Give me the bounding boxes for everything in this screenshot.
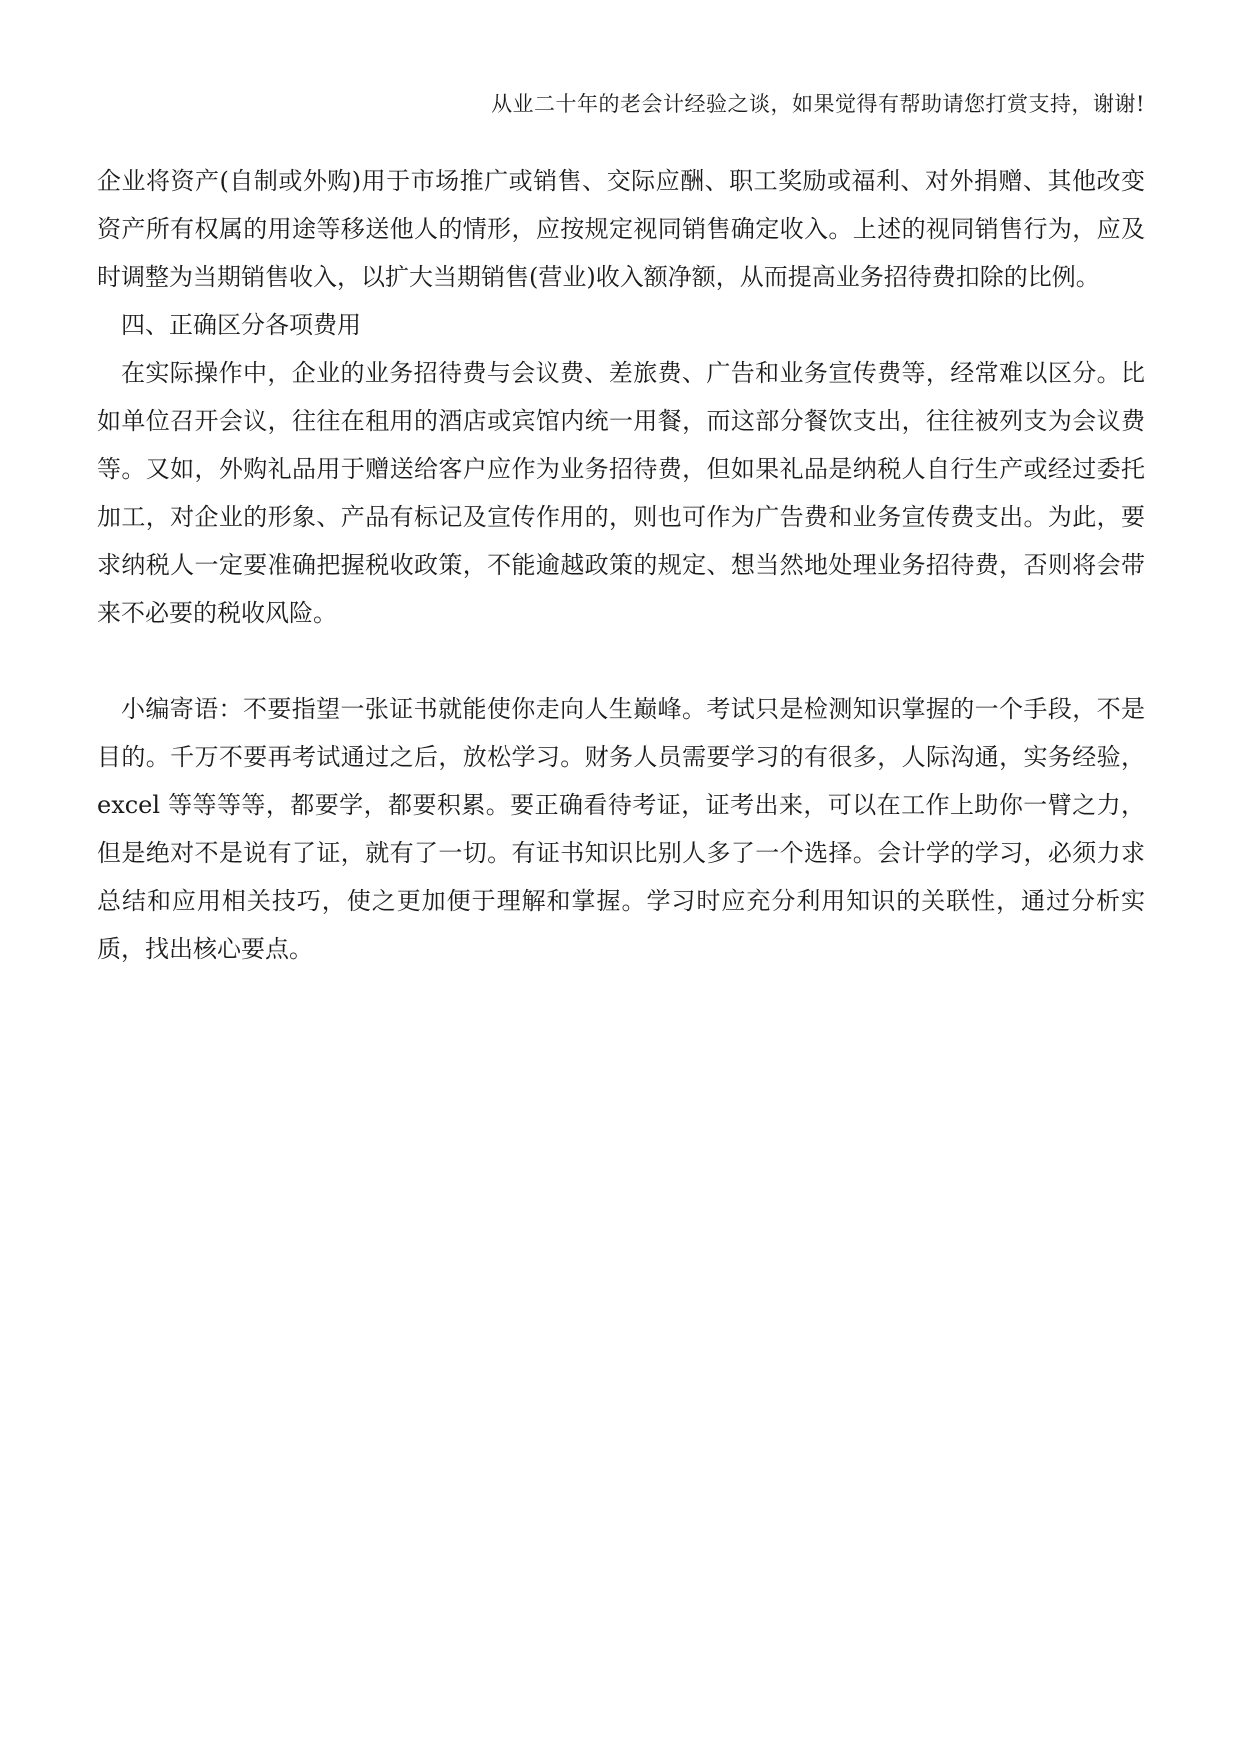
page-header-note: 从业二十年的老会计经验之谈，如果觉得有帮助请您打赏支持，谢谢! [491, 92, 1145, 116]
paragraph-expense-distinction: 在实际操作中，企业的业务招待费与会议费、差旅费、广告和业务宣传费等，经常难以区分。比如单位召开会议，往往在租用的酒店或宾馆内统一用餐，而这部分餐饮支出，往往被列支为会议费等。又如，外购礼品用于赠送给客户应作为业务招待费，但如果礼品是纳税人自行生产或经过委托加工，对企业的形象、产品有标记及宣传作用的，则也可作为广告费和业务宣传费支出。为此，要求纳税人一定要准确把握税收政策，不能逾越政策的规定、想当然地处理业务招待费，否则将会带来不必要的税收风险。 [97, 359, 1145, 627]
section-heading: 四、正确区分各项费用 [121, 311, 361, 339]
paragraph-editor-note: 小编寄语：不要指望一张证书就能使你走向人生巅峰。考试只是检测知识掌握的一个手段，不是目的。千万不要再考试通过之后，放松学习。财务人员需要学习的有很多，人际沟通，实务经验，excel 等等等等，都要学，都要积累。要正确看待考证，证考出来，可以在工作上助你一臂之力，但是绝对不是说有了证，就有了一切。有证书知识比别人多了一个选择。会计学的学习，必须力求总结和应用相关技巧，使之更加便于理解和掌握。学习时应充分利用知识的关联性，通过分析实质，找出核心要点。 [97, 695, 1145, 963]
paragraph-spacer [97, 637, 1145, 685]
paragraph-deemed-sales: 企业将资产(自制或外购)用于市场推广或销售、交际应酬、职工奖励或福利、对外捐赠、其他改变资产所有权属的用途等移送他人的情形，应按规定视同销售确定收入。上述的视同销售行为，应及时调整为当期销售收入，以扩大当期销售(营业)收入额净额，从而提高业务招待费扣除的比例。 [97, 167, 1145, 291]
document-body [97, 157, 1145, 973]
